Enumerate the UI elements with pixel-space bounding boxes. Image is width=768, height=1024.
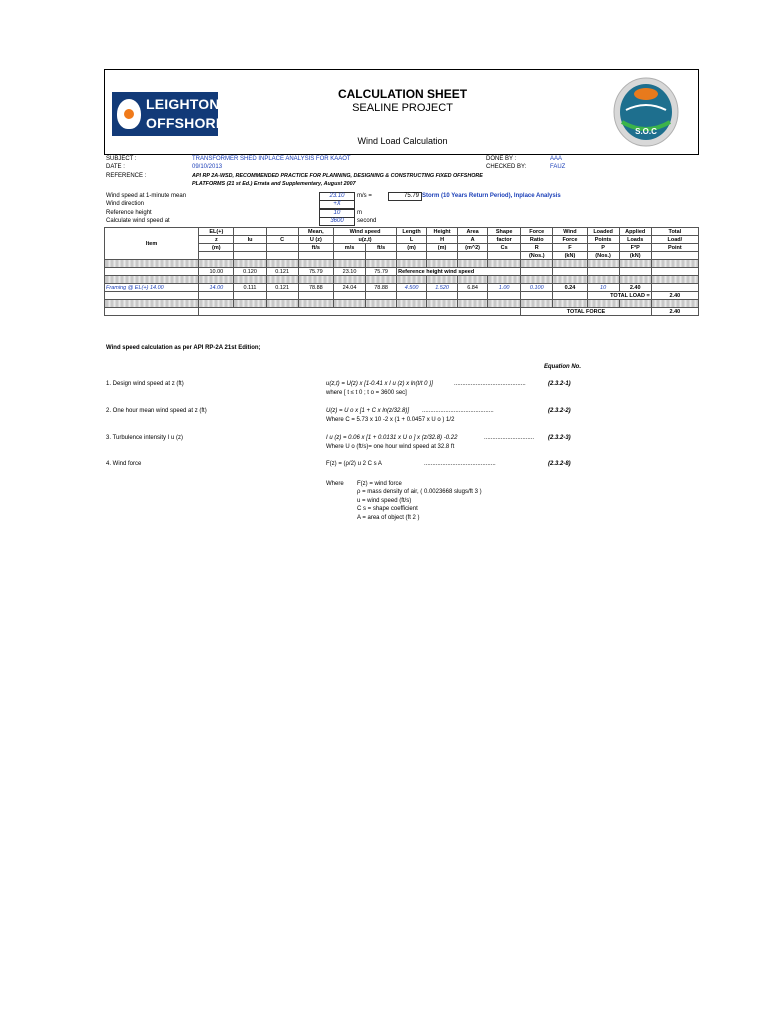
notes-heading: Wind speed calculation as per API RP-2A 21st Edition; xyxy=(106,345,261,351)
note-eq-2: (2.3.2-2) xyxy=(548,408,571,414)
note-sub-2: Where C = 5.73 x 10 -2 x (1 + 0.0457 x U o ) 1/2 xyxy=(326,417,455,423)
col-item: Item xyxy=(105,228,199,260)
param-label-ref-height: Reference height xyxy=(106,210,152,216)
total-load-value: 2.40 xyxy=(651,292,698,300)
definition-4: C s = shape coefficient xyxy=(357,506,418,512)
definition-3: u = wind speed (ft/s) xyxy=(357,498,412,504)
row-speed-fts: 78.88 xyxy=(366,284,397,292)
checked-by-label: CHECKED BY: xyxy=(486,164,527,170)
col-total: Total xyxy=(651,228,698,236)
head3-cell: (m) xyxy=(427,244,458,252)
total-load-row xyxy=(105,292,699,300)
ref-height-unit: m xyxy=(357,210,362,216)
head2-cell: u(z,t) xyxy=(333,236,396,244)
col-shape: Shape xyxy=(488,228,521,236)
ref-cell: 75.79 xyxy=(366,268,397,276)
note-dots-4: ........................................... xyxy=(424,461,496,467)
logo-line-2: OFFSHORE xyxy=(146,115,226,131)
head3-cell: F xyxy=(553,244,587,252)
note-eq-4: (2.3.2-8) xyxy=(548,461,571,467)
total-load-label: TOTAL LOAD = xyxy=(587,292,651,300)
row-length: 4.500 xyxy=(397,284,427,292)
ref-label: Reference height wind speed xyxy=(397,268,521,276)
col-iu-blank xyxy=(234,228,266,236)
note-label-4: 4. Wind force xyxy=(106,461,142,467)
head2-cell: Force xyxy=(553,236,587,244)
col-applied: Applied xyxy=(619,228,651,236)
wind-speed-unit: m/s = xyxy=(357,193,372,199)
reference-line-1: API RP 2A-WSD, RECOMMENDED PRACTICE FOR PLANNING, DESIGNING & CONSTRUCTING FIXED OFFSHORE xyxy=(192,173,483,179)
head2-cell: Iu xyxy=(234,236,266,244)
wind-load-table xyxy=(104,227,699,316)
duration-unit: second xyxy=(357,218,377,224)
row-area: 6.84 xyxy=(458,284,488,292)
head3-cell: R xyxy=(521,244,553,252)
note-eq-3: (2.3.2-3) xyxy=(548,435,571,441)
row-speed-ms: 24.04 xyxy=(333,284,365,292)
ref-cell: 23.10 xyxy=(333,268,365,276)
subject-label: SUBJECT : xyxy=(106,156,137,162)
head3-cell: Cs xyxy=(488,244,521,252)
note-dots-2: ........................................... xyxy=(422,408,494,414)
head3-cell xyxy=(266,244,298,252)
row-total xyxy=(651,284,698,292)
note-formula-4: F(z) = (ρ/2) u 2 C s A xyxy=(326,461,382,467)
sheet-subtitle: Wind Load Calculation xyxy=(357,136,448,146)
row-item: Framing @ EL(+) 14.00 xyxy=(105,284,199,292)
page-title: CALCULATION SHEET xyxy=(337,87,468,101)
row-mean: 78.88 xyxy=(298,284,333,292)
row-el: 14.00 xyxy=(199,284,234,292)
shaded-separator xyxy=(105,276,699,284)
col-el: EL(+) xyxy=(199,228,234,236)
head3-cell xyxy=(234,244,266,252)
reference-row xyxy=(105,268,699,276)
note-formula-3: I u (z) = 0.06 x [1 + 0.0131 x U o ] x (z/32.8) -0.22 xyxy=(326,435,458,441)
head4-cell: (Nos.) xyxy=(587,252,619,260)
definition-2: ρ = mass density of air, ( 0.0023668 slugs/ft 3 ) xyxy=(357,489,482,495)
note-dots-1: ........................................... xyxy=(454,381,526,387)
where-label: Where xyxy=(326,481,344,487)
head2-cell: L xyxy=(397,236,427,244)
head3-cell: F*P xyxy=(619,244,651,252)
head3-cell: m/s xyxy=(333,244,365,252)
logo-line-1: LEIGHTON xyxy=(146,96,220,112)
head2-cell: factor xyxy=(488,236,521,244)
note-sub-3: Where U o (ft/s)= one hour wind speed at 32.8 ft xyxy=(326,444,455,450)
head2-cell: z xyxy=(199,236,234,244)
calculation-sheet xyxy=(104,69,699,155)
head4-cell: (kN) xyxy=(553,252,587,260)
col-length: Length xyxy=(397,228,427,236)
head2-cell: A xyxy=(458,236,488,244)
table-header-row xyxy=(105,228,699,236)
head4-cell: (Nos.) xyxy=(521,252,553,260)
shaded-separator xyxy=(105,260,699,268)
col-force: Force xyxy=(521,228,553,236)
equation-label: Equation No. xyxy=(544,364,581,370)
param-label-duration: Calculate wind speed at xyxy=(106,218,170,224)
ref-cell: 0.120 xyxy=(234,268,266,276)
head3-cell: (m) xyxy=(199,244,234,252)
subject-value: TRANSFORMER SHED INPLACE ANALYSIS FOR KAAOT xyxy=(192,156,351,162)
definition-1: F(z) = wind force xyxy=(357,481,402,487)
head4-cell: (kN) xyxy=(619,252,651,260)
head2-cell: Load/ xyxy=(651,236,698,244)
done-by-value: AAA xyxy=(550,156,563,162)
head3-cell: ft/s xyxy=(298,244,333,252)
wind-direction-input[interactable]: +X xyxy=(319,200,355,209)
seal-text: S.O.C xyxy=(635,127,657,136)
duration-input[interactable]: 3600 xyxy=(319,217,355,226)
row-iu: 0.111 xyxy=(234,284,266,292)
reference-line-2: PLATFORMS (21 st Ed.) Errata and Supplementary, August 2007 xyxy=(192,181,356,187)
param-label-wind-speed: Wind speed at 1-minute mean xyxy=(106,193,187,199)
done-by-label: DONE BY : xyxy=(486,156,517,162)
note-sub-1: where [ t ≤ t 0 ; t o = 3600 sec] xyxy=(326,390,407,396)
head3-cell: (m^2) xyxy=(458,244,488,252)
total-force-value: 2.40 xyxy=(651,308,698,316)
note-label-1: 1. Design wind speed at z (ft) xyxy=(106,381,184,387)
ref-cell: 0.121 xyxy=(266,268,298,276)
total-force-label: TOTAL FORCE xyxy=(521,308,652,316)
date-value: 09/10/2013 xyxy=(192,164,223,170)
row-shape: 1.00 xyxy=(488,284,521,292)
col-c-blank xyxy=(266,228,298,236)
note-formula-1: u(z,t) = U(z) x [1-0.41 x I u (z) x ln(t/t 0 )] xyxy=(326,381,433,387)
reference-height-input[interactable]: 10 xyxy=(319,209,355,218)
soc-seal-icon xyxy=(612,76,680,148)
col-area: Area xyxy=(458,228,488,236)
head2-cell: Loads xyxy=(619,236,651,244)
reference-label: REFERENCE : xyxy=(106,173,147,179)
head3-cell: Point xyxy=(651,244,698,252)
head3-cell: ft/s xyxy=(366,244,397,252)
date-label: DATE : xyxy=(106,164,125,170)
note-formula-2: U(z) = U o x [1 + C x ln(z/32.8)] xyxy=(326,408,410,414)
head2-cell: U (z) xyxy=(298,236,333,244)
ref-cell: 75.79 xyxy=(298,268,333,276)
definition-5: A = area of object (ft 2 ) xyxy=(357,515,420,521)
note-eq-1: (2.3.2-1) xyxy=(548,381,571,387)
note-label-2: 2. One hour mean wind speed at z (ft) xyxy=(106,408,207,414)
col-loaded: Loaded xyxy=(587,228,619,236)
head3-cell: (m) xyxy=(397,244,427,252)
col-height: Height xyxy=(427,228,458,236)
col-wind-speed: Wind speed xyxy=(333,228,396,236)
wind-speed-input[interactable]: 23.10 xyxy=(319,192,355,201)
ref-cell: 10.00 xyxy=(199,268,234,276)
wind-speed-fts: 75.79 xyxy=(388,192,422,201)
head2-cell: Ratio xyxy=(521,236,553,244)
note-label-3: 3. Turbulence intensity I u (z) xyxy=(106,435,184,441)
col-wind-force: Wind xyxy=(553,228,587,236)
storm-description: Storm (10 Years Return Period), Inplace Analysis xyxy=(422,193,561,199)
head3-cell: P xyxy=(587,244,619,252)
table-row xyxy=(105,284,699,292)
total-force-row xyxy=(105,308,699,316)
shaded-separator xyxy=(105,300,699,308)
checked-by-value: FAUZ xyxy=(550,164,566,170)
row-height: 1.520 xyxy=(427,284,458,292)
head2-cell: C xyxy=(266,236,298,244)
row-force: 0.24 xyxy=(553,284,587,292)
col-mean: Mean, xyxy=(298,228,333,236)
param-label-direction: Wind direction xyxy=(106,201,145,207)
note-dots-3: .............................. xyxy=(484,435,535,441)
sheet-header xyxy=(104,69,699,155)
row-c: 0.121 xyxy=(266,284,298,292)
head2-cell: Points xyxy=(587,236,619,244)
project-name: SEALINE PROJECT xyxy=(352,102,453,114)
row-ratio: 0.100 xyxy=(521,284,553,292)
row-points: 10 xyxy=(587,284,619,292)
row-applied: 2.40 xyxy=(619,284,651,292)
head2-cell: H xyxy=(427,236,458,244)
